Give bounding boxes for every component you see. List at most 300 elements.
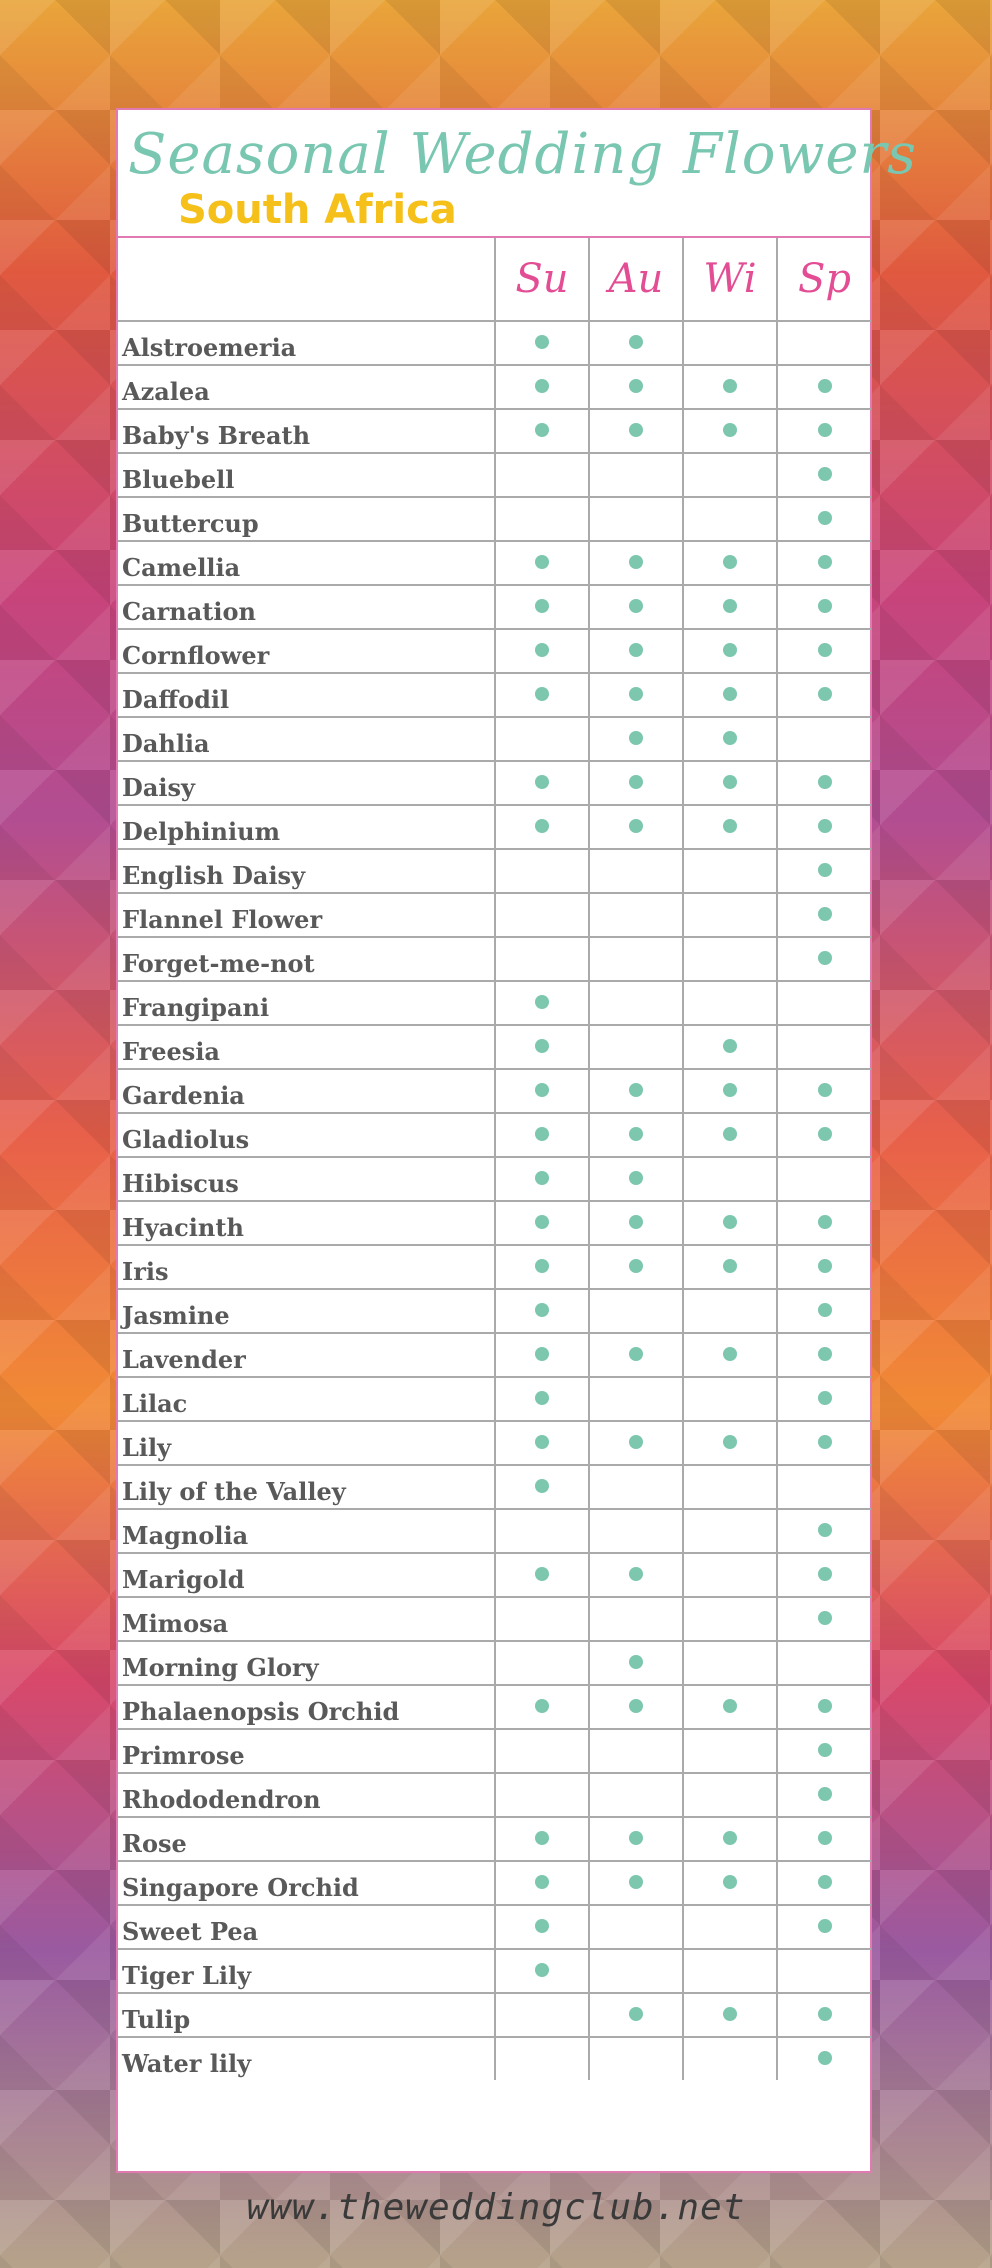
flower-name: Alstroemeria	[118, 321, 495, 365]
season-cell	[683, 1817, 777, 1861]
availability-dot-icon	[818, 1435, 832, 1449]
table-row	[118, 2037, 871, 2080]
availability-dot-icon	[723, 1699, 737, 1713]
season-cell	[683, 1905, 777, 1949]
season-cell	[777, 673, 871, 717]
season-cell	[777, 937, 871, 981]
flower-name: Mimosa	[118, 1597, 495, 1641]
table-row	[118, 1949, 871, 1993]
season-cell	[495, 497, 589, 541]
availability-dot-icon	[629, 423, 643, 437]
season-cell	[495, 1597, 589, 1641]
season-cell	[777, 849, 871, 893]
flower-name: Daisy	[118, 761, 495, 805]
availability-dot-icon	[723, 379, 737, 393]
season-cell	[495, 1905, 589, 1949]
availability-dot-icon	[535, 1875, 549, 1889]
availability-dot-icon	[629, 1259, 643, 1273]
season-cell	[683, 1685, 777, 1729]
availability-dot-icon	[535, 335, 549, 349]
season-cell	[589, 1289, 683, 1333]
season-cell	[777, 1817, 871, 1861]
season-cell	[777, 1333, 871, 1377]
season-cell	[777, 761, 871, 805]
availability-dot-icon	[818, 1259, 832, 1273]
season-cell	[589, 1025, 683, 1069]
season-cell	[495, 1245, 589, 1289]
season-cell	[777, 497, 871, 541]
availability-dot-icon	[535, 643, 549, 657]
flower-name: Jasmine	[118, 1289, 495, 1333]
flower-name: Forget-me-not	[118, 937, 495, 981]
table-row	[118, 849, 871, 893]
season-cell	[495, 1861, 589, 1905]
season-cell	[777, 1993, 871, 2037]
flower-name: Lily of the Valley	[118, 1465, 495, 1509]
table-row	[118, 1553, 871, 1597]
availability-dot-icon	[723, 1127, 737, 1141]
availability-dot-icon	[629, 379, 643, 393]
availability-dot-icon	[723, 687, 737, 701]
season-cell	[495, 1465, 589, 1509]
flower-name: Flannel Flower	[118, 893, 495, 937]
availability-dot-icon	[535, 379, 549, 393]
season-cell	[495, 849, 589, 893]
availability-dot-icon	[723, 775, 737, 789]
flower-name: Baby's Breath	[118, 409, 495, 453]
season-cell	[777, 1421, 871, 1465]
season-cell	[589, 585, 683, 629]
availability-dot-icon	[818, 2051, 832, 2065]
season-cell	[495, 409, 589, 453]
season-cell	[777, 365, 871, 409]
availability-dot-icon	[818, 1743, 832, 1757]
flower-name: Hibiscus	[118, 1157, 495, 1201]
table-row	[118, 321, 871, 365]
season-cell	[495, 1421, 589, 1465]
table-row	[118, 497, 871, 541]
availability-dot-icon	[535, 775, 549, 789]
season-cell	[777, 805, 871, 849]
table-row	[118, 1333, 871, 1377]
availability-dot-icon	[535, 1435, 549, 1449]
table-row	[118, 1069, 871, 1113]
season-cell	[495, 1025, 589, 1069]
flower-name: Cornflower	[118, 629, 495, 673]
availability-dot-icon	[535, 1347, 549, 1361]
season-cell	[777, 1729, 871, 1773]
season-cell	[495, 981, 589, 1025]
season-cell	[683, 761, 777, 805]
availability-dot-icon	[723, 2007, 737, 2021]
table-row	[118, 1289, 871, 1333]
season-cell	[495, 761, 589, 805]
availability-dot-icon	[535, 423, 549, 437]
availability-dot-icon	[818, 599, 832, 613]
availability-dot-icon	[535, 1083, 549, 1097]
availability-dot-icon	[723, 1215, 737, 1229]
availability-dot-icon	[629, 1083, 643, 1097]
availability-dot-icon	[723, 555, 737, 569]
season-cell	[683, 1421, 777, 1465]
season-cell	[495, 893, 589, 937]
table-row	[118, 1509, 871, 1553]
flower-name: Primrose	[118, 1729, 495, 1773]
availability-dot-icon	[629, 1567, 643, 1581]
availability-dot-icon	[535, 1567, 549, 1581]
season-cell	[683, 1509, 777, 1553]
season-cell	[589, 1949, 683, 1993]
season-cell	[683, 1773, 777, 1817]
flower-name: Tiger Lily	[118, 1949, 495, 1993]
season-cell	[589, 1685, 683, 1729]
season-cell	[495, 1641, 589, 1685]
availability-dot-icon	[818, 1127, 832, 1141]
season-cell	[777, 1245, 871, 1289]
season-cell	[683, 981, 777, 1025]
availability-dot-icon	[629, 775, 643, 789]
flower-chart-card	[116, 108, 918, 2173]
table-row	[118, 541, 871, 585]
season-cell	[683, 849, 777, 893]
flower-name: Sweet Pea	[118, 1905, 495, 1949]
availability-dot-icon	[535, 555, 549, 569]
season-cell	[777, 981, 871, 1025]
season-cell	[683, 1729, 777, 1773]
flower-name: English Daisy	[118, 849, 495, 893]
availability-dot-icon	[818, 1831, 832, 1845]
season-cell	[683, 1949, 777, 1993]
availability-dot-icon	[818, 1347, 832, 1361]
season-cell	[589, 1993, 683, 2037]
table-row	[118, 673, 871, 717]
page-subtitle: South Africa	[178, 187, 457, 233]
season-cell	[589, 1465, 683, 1509]
flower-name: Magnolia	[118, 1509, 495, 1553]
season-cell	[683, 1993, 777, 2037]
season-cell	[777, 1509, 871, 1553]
availability-dot-icon	[629, 1127, 643, 1141]
availability-dot-icon	[629, 1171, 643, 1185]
season-cell	[683, 453, 777, 497]
season-cell	[589, 629, 683, 673]
season-cell	[589, 1245, 683, 1289]
flower-name: Rhododendron	[118, 1773, 495, 1817]
table-row	[118, 1993, 871, 2037]
availability-dot-icon	[723, 423, 737, 437]
season-cell	[495, 453, 589, 497]
table-row	[118, 1905, 871, 1949]
table-row	[118, 1025, 871, 1069]
availability-dot-icon	[818, 951, 832, 965]
table-row	[118, 1377, 871, 1421]
availability-dot-icon	[535, 1303, 549, 1317]
season-cell	[683, 1069, 777, 1113]
season-cell	[777, 1685, 871, 1729]
availability-dot-icon	[818, 1787, 832, 1801]
season-cell	[777, 1597, 871, 1641]
flower-name: Marigold	[118, 1553, 495, 1597]
season-cell	[589, 1553, 683, 1597]
season-cell	[777, 1201, 871, 1245]
table-row	[118, 1685, 871, 1729]
table-row	[118, 453, 871, 497]
season-cell	[589, 805, 683, 849]
season-cell	[589, 1333, 683, 1377]
availability-dot-icon	[629, 687, 643, 701]
availability-dot-icon	[629, 819, 643, 833]
season-header-autumn: Au	[589, 238, 683, 321]
availability-dot-icon	[818, 863, 832, 877]
season-cell	[495, 1333, 589, 1377]
season-cell	[589, 1817, 683, 1861]
availability-dot-icon	[818, 643, 832, 657]
flower-name: Carnation	[118, 585, 495, 629]
table-row	[118, 1641, 871, 1685]
availability-dot-icon	[818, 1523, 832, 1537]
table-row	[118, 1729, 871, 1773]
season-cell	[589, 717, 683, 761]
availability-dot-icon	[535, 1039, 549, 1053]
season-cell	[589, 1069, 683, 1113]
season-cell	[589, 453, 683, 497]
availability-dot-icon	[535, 1919, 549, 1933]
flower-name: Daffodil	[118, 673, 495, 717]
table-row	[118, 365, 871, 409]
season-cell	[495, 1509, 589, 1553]
season-cell	[683, 1333, 777, 1377]
table-row	[118, 629, 871, 673]
availability-dot-icon	[818, 1699, 832, 1713]
season-cell	[777, 1553, 871, 1597]
season-header-spring: Sp	[777, 238, 871, 321]
season-cell	[495, 805, 589, 849]
availability-dot-icon	[818, 511, 832, 525]
table-row	[118, 717, 871, 761]
table-body	[118, 321, 871, 2080]
availability-dot-icon	[723, 599, 737, 613]
season-cell	[495, 1773, 589, 1817]
availability-dot-icon	[629, 555, 643, 569]
availability-dot-icon	[535, 995, 549, 1009]
availability-dot-icon	[629, 643, 643, 657]
season-cell	[683, 1641, 777, 1685]
season-cell	[777, 629, 871, 673]
availability-dot-icon	[723, 1259, 737, 1273]
availability-dot-icon	[535, 1127, 549, 1141]
availability-dot-icon	[723, 1831, 737, 1845]
availability-dot-icon	[818, 687, 832, 701]
season-cell	[495, 673, 589, 717]
table-row	[118, 1817, 871, 1861]
season-header-winter: Wi	[683, 238, 777, 321]
season-cell	[683, 673, 777, 717]
season-cell	[683, 1201, 777, 1245]
season-cell	[589, 1905, 683, 1949]
season-cell	[589, 1597, 683, 1641]
flower-name: Tulip	[118, 1993, 495, 2037]
season-cell	[589, 1509, 683, 1553]
season-cell	[589, 1113, 683, 1157]
season-cell	[777, 1113, 871, 1157]
season-cell	[589, 1157, 683, 1201]
season-cell	[777, 541, 871, 585]
availability-dot-icon	[535, 1831, 549, 1845]
season-cell	[495, 1993, 589, 2037]
availability-dot-icon	[535, 1391, 549, 1405]
availability-dot-icon	[629, 2007, 643, 2021]
flower-name: Iris	[118, 1245, 495, 1289]
flower-name: Freesia	[118, 1025, 495, 1069]
season-cell	[777, 409, 871, 453]
season-cell	[495, 585, 589, 629]
flower-name-header	[118, 238, 495, 321]
season-cell	[589, 761, 683, 805]
season-cell	[683, 805, 777, 849]
season-cell	[589, 1201, 683, 1245]
table-row	[118, 1597, 871, 1641]
season-cell	[589, 1421, 683, 1465]
season-cell	[683, 1553, 777, 1597]
flower-name: Lilac	[118, 1377, 495, 1421]
table-row	[118, 1861, 871, 1905]
season-cell	[495, 1377, 589, 1421]
season-cell	[495, 2037, 589, 2080]
availability-dot-icon	[818, 1303, 832, 1317]
season-cell	[589, 541, 683, 585]
table-row	[118, 585, 871, 629]
availability-dot-icon	[818, 1919, 832, 1933]
availability-dot-icon	[818, 2007, 832, 2021]
season-cell	[589, 1729, 683, 1773]
season-cell	[777, 1069, 871, 1113]
availability-dot-icon	[723, 819, 737, 833]
season-cell	[777, 717, 871, 761]
availability-dot-icon	[629, 599, 643, 613]
table-row	[118, 1773, 871, 1817]
season-cell	[495, 365, 589, 409]
table-header-row	[118, 238, 871, 321]
flower-name: Dahlia	[118, 717, 495, 761]
table-row	[118, 761, 871, 805]
availability-dot-icon	[629, 1699, 643, 1713]
season-cell	[777, 1465, 871, 1509]
season-cell	[683, 937, 777, 981]
season-cell	[683, 1025, 777, 1069]
season-cell	[589, 497, 683, 541]
season-cell	[589, 1861, 683, 1905]
flower-name: Gardenia	[118, 1069, 495, 1113]
season-cell	[589, 409, 683, 453]
availability-dot-icon	[629, 1831, 643, 1845]
season-cell	[495, 1817, 589, 1861]
availability-dot-icon	[629, 1347, 643, 1361]
flower-name: Morning Glory	[118, 1641, 495, 1685]
season-cell	[683, 1157, 777, 1201]
season-cell	[683, 1597, 777, 1641]
season-cell	[683, 1113, 777, 1157]
availability-dot-icon	[723, 643, 737, 657]
season-cell	[495, 541, 589, 585]
table-row	[118, 981, 871, 1025]
season-cell	[495, 1157, 589, 1201]
flower-name: Bluebell	[118, 453, 495, 497]
availability-dot-icon	[818, 1391, 832, 1405]
season-cell	[777, 1377, 871, 1421]
availability-dot-icon	[535, 599, 549, 613]
season-cell	[683, 409, 777, 453]
season-cell	[683, 1465, 777, 1509]
season-cell	[683, 1245, 777, 1289]
season-cell	[589, 1377, 683, 1421]
flower-name: Lily	[118, 1421, 495, 1465]
season-cell	[495, 1729, 589, 1773]
availability-dot-icon	[818, 1215, 832, 1229]
season-cell	[495, 629, 589, 673]
flower-name: Frangipani	[118, 981, 495, 1025]
table-row	[118, 1201, 871, 1245]
season-cell	[495, 1685, 589, 1729]
season-cell	[777, 1905, 871, 1949]
season-cell	[683, 365, 777, 409]
availability-dot-icon	[629, 1435, 643, 1449]
availability-dot-icon	[818, 1083, 832, 1097]
flower-name: Hyacinth	[118, 1201, 495, 1245]
availability-dot-icon	[723, 1039, 737, 1053]
availability-dot-icon	[629, 1875, 643, 1889]
page-title: Seasonal Wedding Flowers	[128, 122, 918, 187]
season-cell	[683, 541, 777, 585]
flower-name: Camellia	[118, 541, 495, 585]
season-cell	[683, 321, 777, 365]
table-row	[118, 937, 871, 981]
season-cell	[777, 893, 871, 937]
flower-name: Phalaenopsis Orchid	[118, 1685, 495, 1729]
season-table	[118, 236, 870, 2171]
season-cell	[589, 849, 683, 893]
availability-dot-icon	[629, 731, 643, 745]
season-cell	[589, 365, 683, 409]
availability-dot-icon	[818, 775, 832, 789]
flower-name: Singapore Orchid	[118, 1861, 495, 1905]
season-cell	[589, 937, 683, 981]
season-cell	[683, 2037, 777, 2080]
flower-name: Lavender	[118, 1333, 495, 1377]
table-row	[118, 805, 871, 849]
season-cell	[777, 2037, 871, 2080]
season-cell	[495, 1069, 589, 1113]
availability-dot-icon	[723, 1875, 737, 1889]
season-cell	[589, 673, 683, 717]
season-cell	[683, 717, 777, 761]
season-cell	[777, 1025, 871, 1069]
season-cell	[589, 893, 683, 937]
season-cell	[495, 1553, 589, 1597]
season-cell	[777, 585, 871, 629]
availability-dot-icon	[535, 1215, 549, 1229]
season-cell	[683, 893, 777, 937]
season-cell	[495, 937, 589, 981]
season-cell	[683, 585, 777, 629]
availability-dot-icon	[535, 1259, 549, 1273]
availability-dot-icon	[535, 687, 549, 701]
season-cell	[777, 1157, 871, 1201]
availability-dot-icon	[818, 1567, 832, 1581]
availability-dot-icon	[629, 1215, 643, 1229]
season-cell	[495, 1201, 589, 1245]
availability-dot-icon	[723, 1347, 737, 1361]
season-cell	[777, 1773, 871, 1817]
